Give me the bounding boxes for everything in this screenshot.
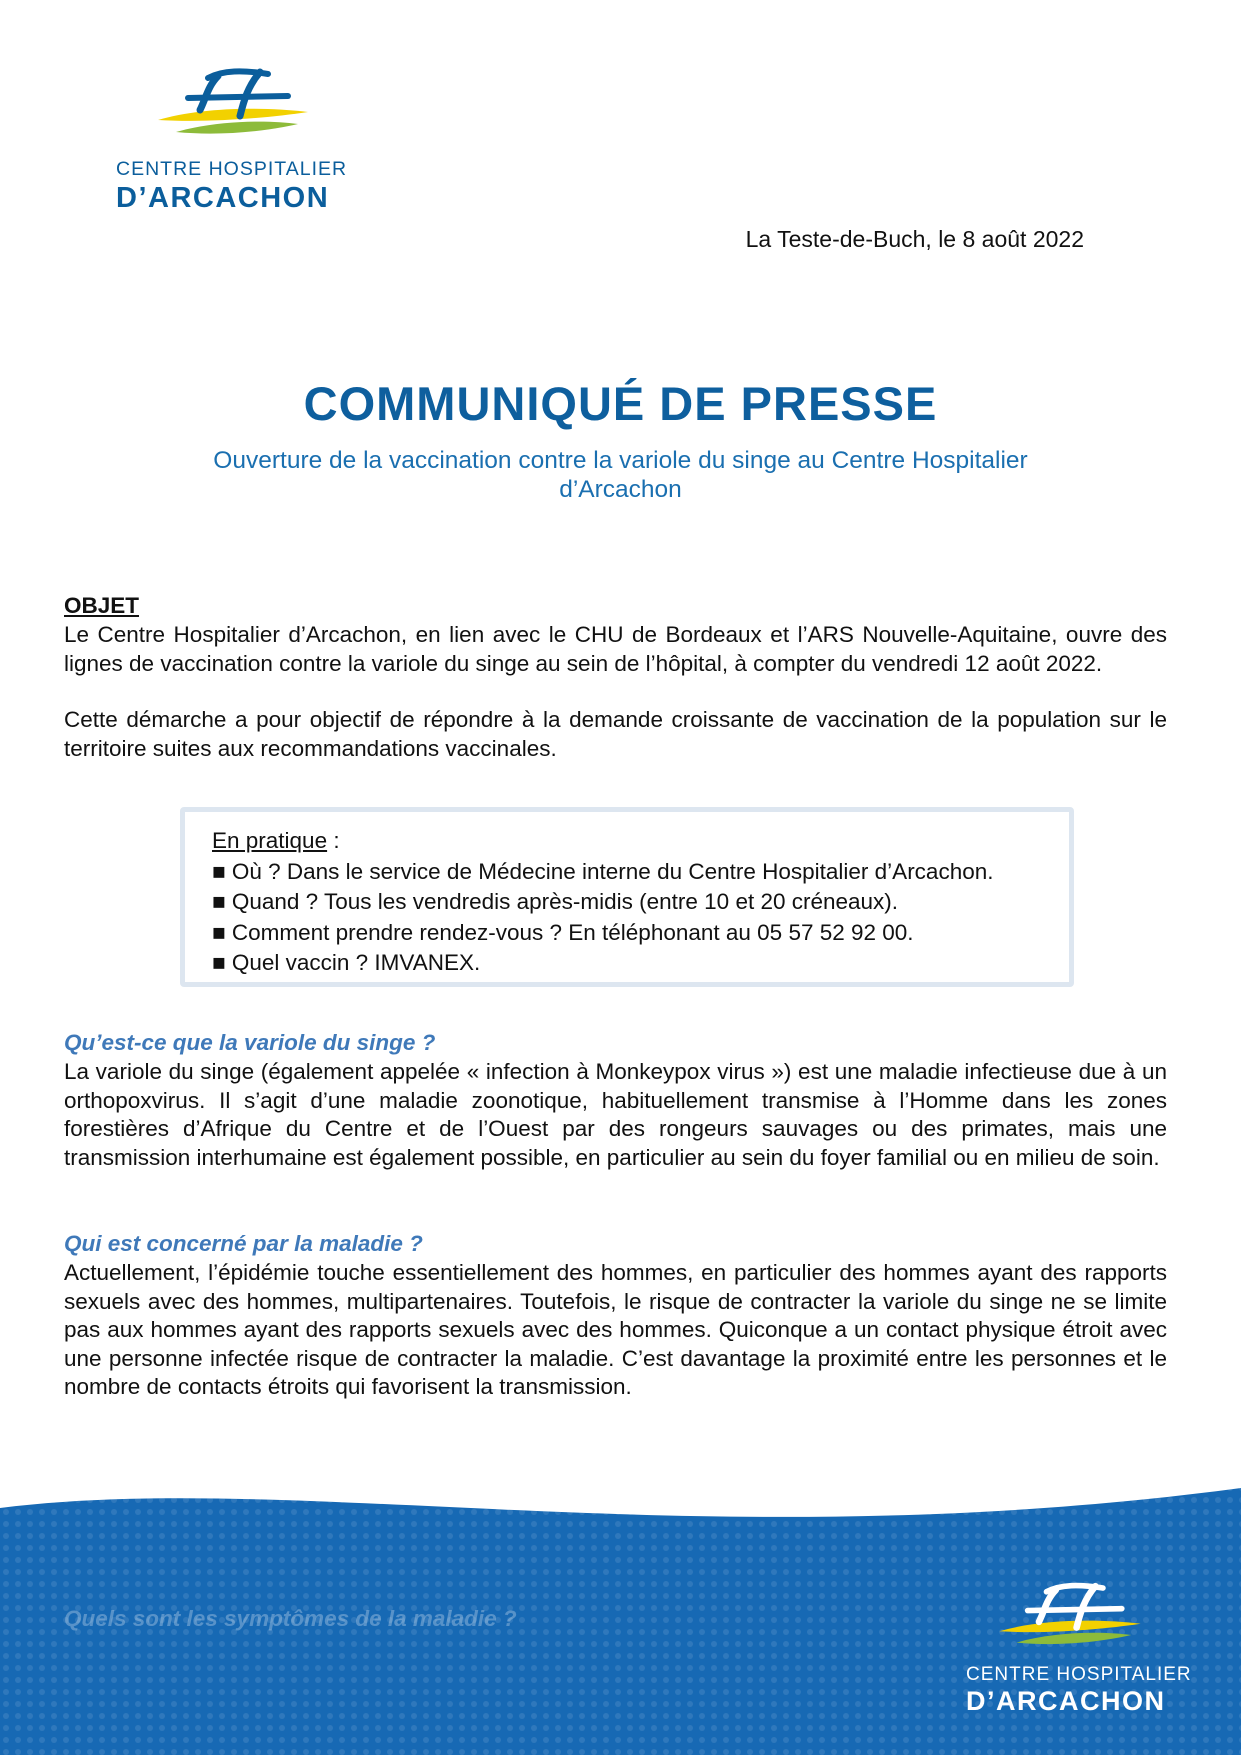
practice-heading-line [212, 826, 994, 857]
footer-logo-text-line2: D’ARCACHON [966, 1686, 1166, 1716]
hospital-logo-top [112, 68, 352, 218]
section-heading-what-is: Qu’est-ce que la variole du singe ? [64, 1030, 436, 1055]
practice-heading: En pratique [212, 828, 328, 853]
section-text-who: Actuellement, l’épidémie touche essentiellement des hommes, en particulier des hommes ayant des rapports sexuels avec des hommes, multipartenaires. Toutefois, le risque de contracter la variole du singe ne se limite pas aux hommes ayant des rapports sexuels avec des hommes. Quiconque a un contact physique étroit avec une personne infectée risque de contracter la maladie. C’est davantage la proximité entre les personnes et le nombre de contacts étroits qui favorisent la transmission. [64, 1260, 1167, 1399]
hospital-logo-bottom [960, 1582, 1192, 1722]
practice-item-when: ■ Quand ? Tous les vendredis après-midis (entre 10 et 20 créneaux). [212, 889, 899, 914]
footer-logo-text-line1: CENTRE HOSPITALIER [966, 1664, 1192, 1685]
objet-paragraph-1: Le Centre Hospitalier d’Arcachon, en lien avec le CHU de Bordeaux et l’ARS Nouvelle-Aquitaine, ouvre des lignes de vaccination contre la variole du singe au sein de l’hôpital, à compter du vendredi 12 août 2022. [64, 622, 1167, 676]
footer-faded-heading: Quels sont les symptômes de la maladie ? [64, 1606, 517, 1631]
section-text-what-is: La variole du singe (également appelée « infection à Monkeypox virus ») est une maladie infectieuse due à un orthopoxvirus. Il s’agit d’une maladie zoonotique, habituellement transmise à l’Homme dans les zones forestières d’Afrique du Centre et de l’Ouest par des rongeurs sauvages ou des primates, mais une transmission interhumaine est également possible, en particulier au sein du foyer familial ou en milieu de soin. [64, 1059, 1167, 1170]
objet-heading: OBJET [64, 593, 140, 618]
hospital-h-logo-bottom-icon [990, 1582, 1150, 1658]
page-subtitle: Ouverture de la vaccination contre la variole du singe au Centre Hospitalier d’Arcachon [213, 447, 1028, 503]
practice-box [180, 807, 1074, 987]
document-date: La Teste-de-Buch, le 8 août 2022 [745, 226, 1084, 252]
hospital-h-logo-icon [148, 68, 318, 148]
objet-paragraph-2: Cette démarche a pour objectif de répondre à la demande croissante de vaccination de la population sur le territoire suites aux recommandations vaccinales. [64, 707, 1167, 761]
section-heading-who: Qui est concerné par la maladie ? [64, 1231, 423, 1256]
page-title: COMMUNIQUÉ DE PRESSE [303, 377, 938, 430]
logo-text-line1: CENTRE HOSPITALIER [116, 158, 348, 180]
practice-item-where: ■ Où ? Dans le service de Médecine interne du Centre Hospitalier d’Arcachon. [212, 858, 994, 884]
logo-text-line2: D’ARCACHON [116, 182, 330, 214]
practice-item-vaccine: ■ Quel vaccin ? IMVANEX. [212, 950, 481, 975]
practice-item-appointment: ■ Comment prendre rendez-vous ? En téléphonant au 05 57 52 92 00. [212, 919, 914, 945]
practice-heading-suffix: : [327, 828, 340, 853]
practice-content [212, 826, 994, 979]
